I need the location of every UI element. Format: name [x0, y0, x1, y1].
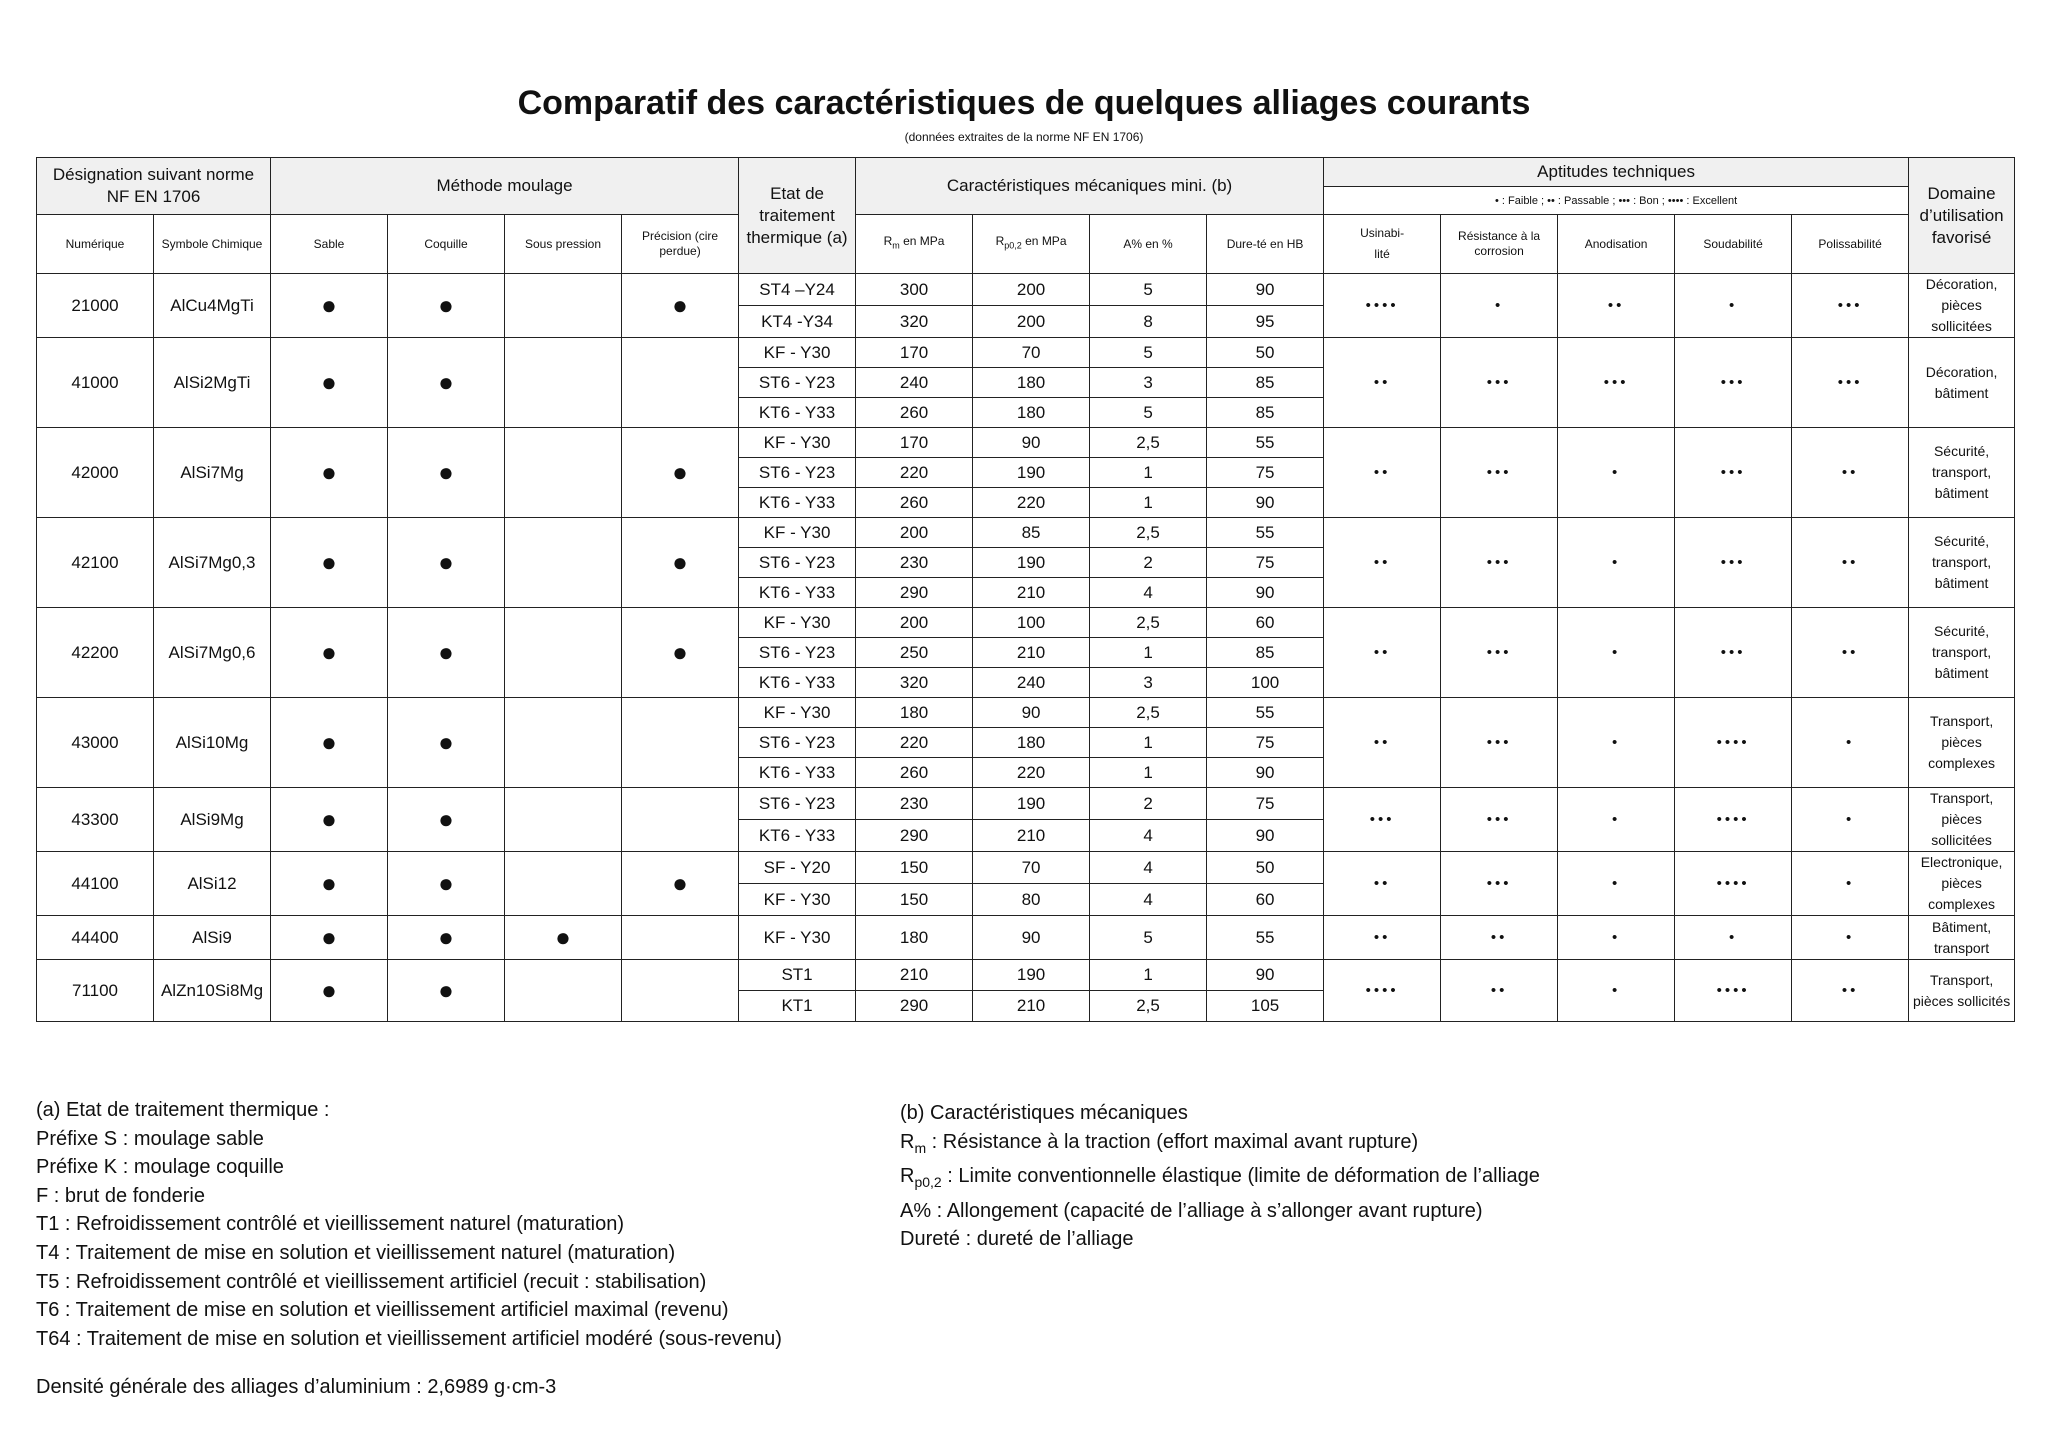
soudabilite-rating: ••••: [1675, 788, 1792, 852]
rm-cell: 260: [856, 398, 973, 428]
anodisation-rating: ••: [1558, 274, 1675, 338]
etat-cell: KT1: [739, 991, 856, 1022]
polissabilite-rating: ••: [1792, 960, 1909, 1022]
precision-mark: ●: [622, 274, 739, 338]
sable-mark: ●: [271, 852, 388, 916]
soudabilite-rating: •: [1675, 916, 1792, 960]
rp-cell: 80: [973, 884, 1090, 916]
alloy-number: 43000: [37, 698, 154, 788]
coquille-mark: ●: [388, 698, 505, 788]
header-rm: $R_m$ en MPa: [856, 215, 973, 274]
header-precision: Précision (cire perdue): [622, 215, 739, 274]
rm-cell: 170: [856, 428, 973, 458]
etat-cell: KT6 - Y33: [739, 758, 856, 788]
rm-cell: 300: [856, 274, 973, 306]
a-cell: 5: [1090, 338, 1207, 368]
sous-pression-mark: [505, 518, 622, 608]
etat-cell: ST6 - Y23: [739, 458, 856, 488]
rp-cell: 210: [973, 820, 1090, 852]
precision-mark: [622, 338, 739, 428]
polissabilite-rating: ••: [1792, 518, 1909, 608]
resistance-rating: •••: [1441, 428, 1558, 518]
resistance-rating: •••: [1441, 788, 1558, 852]
hb-cell: 55: [1207, 698, 1324, 728]
header-a-pct: A% en %: [1090, 215, 1207, 274]
hb-cell: 55: [1207, 518, 1324, 548]
sous-pression-mark: [505, 274, 622, 338]
notes-b-heading: (b) Caractéristiques mécaniques: [900, 1102, 1188, 1124]
rp-cell: 190: [973, 788, 1090, 820]
sable-mark: ●: [271, 518, 388, 608]
coquille-mark: ●: [388, 852, 505, 916]
rp-cell: 100: [973, 608, 1090, 638]
table-body: [37, 274, 2015, 1022]
rm-cell: 220: [856, 458, 973, 488]
alloy-symbol: AlSi9: [154, 916, 271, 960]
rp-cell: 220: [973, 488, 1090, 518]
hb-cell: 90: [1207, 820, 1324, 852]
precision-mark: [622, 788, 739, 852]
usinabilite-rating: ••: [1324, 518, 1441, 608]
notes-b-rm: $R_m$ : Résistance à la traction (effort maximal avant rupture): [900, 1130, 1419, 1156]
soudabilite-rating: •••: [1675, 338, 1792, 428]
soudabilite-rating: •: [1675, 274, 1792, 338]
rm-cell: 210: [856, 960, 973, 991]
a-cell: 4: [1090, 578, 1207, 608]
precision-mark: ●: [622, 428, 739, 518]
resistance-rating: •: [1441, 274, 1558, 338]
domain-cell: Décoration, pièces sollicitées: [1909, 274, 2015, 338]
hb-cell: 75: [1207, 548, 1324, 578]
soudabilite-rating: •••: [1675, 608, 1792, 698]
usinabilite-rating: ••: [1324, 338, 1441, 428]
etat-cell: ST1: [739, 960, 856, 991]
alloy-number: 42000: [37, 428, 154, 518]
domain-cell: Sécurité, transport, bâtiment: [1909, 428, 2015, 518]
domain-cell: Bâtiment, transport: [1909, 916, 2015, 960]
rp-cell: 220: [973, 758, 1090, 788]
rm-cell: 200: [856, 518, 973, 548]
anodisation-rating: •: [1558, 698, 1675, 788]
table-row: [37, 916, 2015, 960]
polissabilite-rating: ••: [1792, 428, 1909, 518]
header-numerique: Numérique: [37, 215, 154, 274]
hb-cell: 100: [1207, 668, 1324, 698]
etat-cell: ST6 - Y23: [739, 548, 856, 578]
etat-cell: KF - Y30: [739, 428, 856, 458]
usinabilite-rating: •••: [1324, 788, 1441, 852]
header-designation: Désignation suivant norme NF EN 1706: [37, 158, 271, 215]
sous-pression-mark: [505, 960, 622, 1022]
a-cell: 8: [1090, 306, 1207, 338]
hb-cell: 55: [1207, 428, 1324, 458]
soudabilite-rating: ••••: [1675, 698, 1792, 788]
a-cell: 1: [1090, 488, 1207, 518]
hb-cell: 90: [1207, 488, 1324, 518]
hb-cell: 105: [1207, 991, 1324, 1022]
resistance-rating: •••: [1441, 518, 1558, 608]
rp-cell: 180: [973, 368, 1090, 398]
rm-cell: 290: [856, 820, 973, 852]
header-symbole: Symbole Chimique: [154, 215, 271, 274]
a-cell: 2: [1090, 788, 1207, 820]
notes-b-rp: $R_{p0,2}$ : Limite conventionnelle élastique (limite de déformation de l’alliage: [900, 1165, 1540, 1191]
usinabilite-rating: ••••: [1324, 960, 1441, 1022]
header-rp02: $R_{p0,2}$ en MPa: [973, 215, 1090, 274]
etat-cell: KT6 - Y33: [739, 578, 856, 608]
domain-cell: Transport, pièces complexes: [1909, 698, 2015, 788]
note-line: F : brut de fonderie: [36, 1184, 205, 1207]
rm-cell: 180: [856, 698, 973, 728]
precision-mark: ●: [622, 518, 739, 608]
etat-cell: KT6 - Y33: [739, 398, 856, 428]
alloy-number: 71100: [37, 960, 154, 1022]
domain-cell: Décoration, bâtiment: [1909, 338, 2015, 428]
a-cell: 1: [1090, 960, 1207, 991]
alloy-number: 42100: [37, 518, 154, 608]
precision-mark: [622, 698, 739, 788]
header-soudabilite: Soudabilité: [1675, 215, 1792, 274]
etat-cell: KT6 - Y33: [739, 668, 856, 698]
etat-cell: ST6 - Y23: [739, 368, 856, 398]
hb-cell: 95: [1207, 306, 1324, 338]
a-cell: 4: [1090, 820, 1207, 852]
hb-cell: 90: [1207, 274, 1324, 306]
rp-cell: 85: [973, 518, 1090, 548]
page-title: Comparatif des caractéristiques de quelques alliages courants: [517, 84, 1531, 122]
sable-mark: ●: [271, 698, 388, 788]
rm-cell: 180: [856, 916, 973, 960]
alloy-symbol: AlCu4MgTi: [154, 274, 271, 338]
etat-cell: SF - Y20: [739, 852, 856, 884]
note-line: T1 : Refroidissement contrôlé et vieillissement naturel (maturation): [36, 1213, 625, 1236]
a-cell: 1: [1090, 638, 1207, 668]
table-row: [37, 274, 2015, 306]
soudabilite-rating: ••••: [1675, 960, 1792, 1022]
rp-cell: 180: [973, 728, 1090, 758]
etat-cell: ST6 - Y23: [739, 638, 856, 668]
note-line: T64 : Traitement de mise en solution et vieillissement artificiel modéré (sous-revenu): [36, 1327, 782, 1350]
sable-mark: ●: [271, 274, 388, 338]
alloy-symbol: AlSi7Mg: [154, 428, 271, 518]
etat-cell: KF - Y30: [739, 608, 856, 638]
usinabilite-rating: ••: [1324, 916, 1441, 960]
etat-cell: KF - Y30: [739, 338, 856, 368]
anodisation-rating: •: [1558, 608, 1675, 698]
hb-cell: 75: [1207, 458, 1324, 488]
alloy-symbol: AlSi2MgTi: [154, 338, 271, 428]
hb-cell: 90: [1207, 960, 1324, 991]
usinabilite-rating: ••: [1324, 852, 1441, 916]
rp-cell: 90: [973, 428, 1090, 458]
alloy-symbol: AlSi12: [154, 852, 271, 916]
resistance-rating: •••: [1441, 698, 1558, 788]
notes-b-durete: Dureté : dureté de l’alliage: [900, 1228, 1134, 1251]
etat-cell: KT6 - Y33: [739, 820, 856, 852]
polissabilite-rating: •••: [1792, 274, 1909, 338]
table-row: [37, 338, 2015, 368]
precision-mark: ●: [622, 852, 739, 916]
hb-cell: 90: [1207, 578, 1324, 608]
table-row: [37, 960, 2015, 991]
header-coquille: Coquille: [388, 215, 505, 274]
alloy-symbol: AlZn10Si8Mg: [154, 960, 271, 1022]
usinabilite-rating: ••: [1324, 698, 1441, 788]
resistance-rating: •••: [1441, 338, 1558, 428]
sous-pression-mark: [505, 698, 622, 788]
alloy-symbol: AlSi10Mg: [154, 698, 271, 788]
notes-treatment: [36, 1096, 782, 1353]
alloy-number: 43300: [37, 788, 154, 852]
header-sable: Sable: [271, 215, 388, 274]
header-sous-pression: Sous pression: [505, 215, 622, 274]
header-carac: Caractéristiques mécaniques mini. (b): [856, 158, 1324, 215]
a-cell: 5: [1090, 274, 1207, 306]
rm-cell: 260: [856, 758, 973, 788]
a-cell: 1: [1090, 458, 1207, 488]
note-line: (a) Etat de traitement thermique :: [36, 1099, 330, 1121]
rp-cell: 200: [973, 274, 1090, 306]
soudabilite-rating: •••: [1675, 518, 1792, 608]
polissabilite-rating: •: [1792, 788, 1909, 852]
table-row: [37, 852, 2015, 884]
header-etat: Etat de traitement thermique (a): [739, 158, 856, 274]
header-domaine: Domaine d’utilisation favorisé: [1909, 158, 2015, 274]
a-cell: 1: [1090, 758, 1207, 788]
sable-mark: ●: [271, 916, 388, 960]
rp-cell: 210: [973, 578, 1090, 608]
rm-cell: 220: [856, 728, 973, 758]
etat-cell: KF - Y30: [739, 884, 856, 916]
notes-mechanical: [900, 1099, 1540, 1254]
anodisation-rating: •: [1558, 518, 1675, 608]
rm-cell: 150: [856, 884, 973, 916]
alloy-symbol: AlSi7Mg0,3: [154, 518, 271, 608]
header-anodisation: Anodisation: [1558, 215, 1675, 274]
polissabilite-rating: •: [1792, 916, 1909, 960]
rm-cell: 290: [856, 578, 973, 608]
page-subtitle: (données extraites de la norme NF EN 1706): [904, 130, 1144, 144]
domain-cell: Sécurité, transport, bâtiment: [1909, 608, 2015, 698]
rp-cell: 190: [973, 458, 1090, 488]
precision-mark: ●: [622, 608, 739, 698]
sable-mark: ●: [271, 338, 388, 428]
alloy-number: 44100: [37, 852, 154, 916]
anodisation-rating: •: [1558, 428, 1675, 518]
rp-cell: 190: [973, 960, 1090, 991]
sous-pression-mark: [505, 428, 622, 518]
hb-cell: 85: [1207, 398, 1324, 428]
header-methode: Méthode moulage: [271, 158, 739, 215]
hb-cell: 60: [1207, 608, 1324, 638]
etat-cell: ST4 –Y24: [739, 274, 856, 306]
a-cell: 4: [1090, 852, 1207, 884]
rm-cell: 260: [856, 488, 973, 518]
rp-cell: 190: [973, 548, 1090, 578]
a-cell: 4: [1090, 884, 1207, 916]
coquille-mark: ●: [388, 428, 505, 518]
rp-cell: 70: [973, 852, 1090, 884]
notes-b-a: A% : Allongement (capacité de l’alliage à s’allonger avant rupture): [900, 1199, 1483, 1222]
alloy-number: 21000: [37, 274, 154, 338]
hb-cell: 90: [1207, 758, 1324, 788]
coquille-mark: ●: [388, 338, 505, 428]
header-resistance: Résistance à la corrosion: [1441, 215, 1558, 274]
domain-cell: Sécurité, transport, bâtiment: [1909, 518, 2015, 608]
resistance-rating: ••: [1441, 960, 1558, 1022]
usinabilite-rating: ••••: [1324, 274, 1441, 338]
a-cell: 2,5: [1090, 428, 1207, 458]
coquille-mark: ●: [388, 916, 505, 960]
etat-cell: KT6 - Y33: [739, 488, 856, 518]
header-usinabilite: Usinabi- lité: [1324, 215, 1441, 274]
aptitudes-legend: • : Faible ; •• : Passable ; ••• : Bon ; •••• : Excellent: [1324, 187, 1909, 215]
coquille-mark: ●: [388, 788, 505, 852]
resistance-rating: •••: [1441, 608, 1558, 698]
sous-pression-mark: ●: [505, 916, 622, 960]
rm-cell: 240: [856, 368, 973, 398]
alloy-number: 41000: [37, 338, 154, 428]
header-durete: Dure-té en HB: [1207, 215, 1324, 274]
sous-pression-mark: [505, 788, 622, 852]
a-cell: 2,5: [1090, 518, 1207, 548]
anodisation-rating: •: [1558, 960, 1675, 1022]
domain-cell: Transport, pièces sollicitées: [1909, 788, 2015, 852]
hb-cell: 75: [1207, 788, 1324, 820]
note-line: Préfixe S : moulage sable: [36, 1127, 264, 1150]
a-cell: 2,5: [1090, 698, 1207, 728]
sous-pression-mark: [505, 608, 622, 698]
table-row: [37, 428, 2015, 458]
resistance-rating: •••: [1441, 852, 1558, 916]
hb-cell: 50: [1207, 852, 1324, 884]
alloy-symbol: AlSi7Mg0,6: [154, 608, 271, 698]
rm-cell: 320: [856, 306, 973, 338]
sable-mark: ●: [271, 960, 388, 1022]
rp-cell: 180: [973, 398, 1090, 428]
usinabilite-rating: ••: [1324, 428, 1441, 518]
etat-cell: ST6 - Y23: [739, 788, 856, 820]
rp-cell: 210: [973, 991, 1090, 1022]
sable-mark: ●: [271, 428, 388, 518]
hb-cell: 85: [1207, 638, 1324, 668]
rp-cell: 90: [973, 916, 1090, 960]
rp-cell: 240: [973, 668, 1090, 698]
domain-cell: Electronique, pièces complexes: [1909, 852, 2015, 916]
a-cell: 1: [1090, 728, 1207, 758]
table-row: [37, 698, 2015, 728]
polissabilite-rating: ••: [1792, 608, 1909, 698]
note-line: T4 : Traitement de mise en solution et vieillissement naturel (maturation): [36, 1241, 676, 1264]
rm-cell: 170: [856, 338, 973, 368]
hb-cell: 60: [1207, 884, 1324, 916]
a-cell: 3: [1090, 668, 1207, 698]
anodisation-rating: •: [1558, 916, 1675, 960]
soudabilite-rating: •••: [1675, 428, 1792, 518]
note-line: T5 : Refroidissement contrôlé et vieillissement artificiel (recuit : stabilisation): [36, 1270, 707, 1293]
domain-cell: Transport, pièces sollicités: [1909, 960, 2015, 1022]
table-row: [37, 788, 2015, 820]
a-cell: 5: [1090, 398, 1207, 428]
sable-mark: ●: [271, 608, 388, 698]
precision-mark: [622, 916, 739, 960]
hb-cell: 50: [1207, 338, 1324, 368]
rm-cell: 320: [856, 668, 973, 698]
a-cell: 2,5: [1090, 608, 1207, 638]
sable-mark: ●: [271, 788, 388, 852]
polissabilite-rating: •: [1792, 852, 1909, 916]
coquille-mark: ●: [388, 608, 505, 698]
alloy-number: 44400: [37, 916, 154, 960]
rm-cell: 230: [856, 788, 973, 820]
coquille-mark: ●: [388, 518, 505, 608]
rm-cell: 290: [856, 991, 973, 1022]
alloy-number: 42200: [37, 608, 154, 698]
a-cell: 2: [1090, 548, 1207, 578]
resistance-rating: ••: [1441, 916, 1558, 960]
rm-cell: 200: [856, 608, 973, 638]
coquille-mark: ●: [388, 960, 505, 1022]
a-cell: 5: [1090, 916, 1207, 960]
etat-cell: KF - Y30: [739, 916, 856, 960]
hb-cell: 85: [1207, 368, 1324, 398]
sous-pression-mark: [505, 338, 622, 428]
sous-pression-mark: [505, 852, 622, 916]
rm-cell: 150: [856, 852, 973, 884]
alloys-table: [36, 157, 2015, 1022]
etat-cell: KT4 -Y34: [739, 306, 856, 338]
rp-cell: 210: [973, 638, 1090, 668]
anodisation-rating: •: [1558, 788, 1675, 852]
soudabilite-rating: ••••: [1675, 852, 1792, 916]
header-polissabilite: Polissabilité: [1792, 215, 1909, 274]
rm-cell: 250: [856, 638, 973, 668]
density-note: Densité générale des alliages d’aluminium : 2,6989 g·cm-3: [36, 1376, 557, 1398]
hb-cell: 55: [1207, 916, 1324, 960]
rp-cell: 90: [973, 698, 1090, 728]
etat-cell: KF - Y30: [739, 518, 856, 548]
table-row: [37, 608, 2015, 638]
anodisation-rating: •: [1558, 852, 1675, 916]
precision-mark: [622, 960, 739, 1022]
coquille-mark: ●: [388, 274, 505, 338]
table-row: [37, 518, 2015, 548]
polissabilite-rating: •: [1792, 698, 1909, 788]
a-cell: 2,5: [1090, 991, 1207, 1022]
rm-cell: 230: [856, 548, 973, 578]
rp-cell: 200: [973, 306, 1090, 338]
header-aptitudes: Aptitudes techniques: [1324, 158, 1909, 187]
note-line: Préfixe K : moulage coquille: [36, 1156, 284, 1179]
note-line: T6 : Traitement de mise en solution et vieillissement artificiel maximal (revenu): [36, 1299, 729, 1322]
etat-cell: KF - Y30: [739, 698, 856, 728]
anodisation-rating: •••: [1558, 338, 1675, 428]
usinabilite-rating: ••: [1324, 608, 1441, 698]
rp-cell: 70: [973, 338, 1090, 368]
hb-cell: 75: [1207, 728, 1324, 758]
etat-cell: ST6 - Y23: [739, 728, 856, 758]
polissabilite-rating: •••: [1792, 338, 1909, 428]
a-cell: 3: [1090, 368, 1207, 398]
alloy-symbol: AlSi9Mg: [154, 788, 271, 852]
